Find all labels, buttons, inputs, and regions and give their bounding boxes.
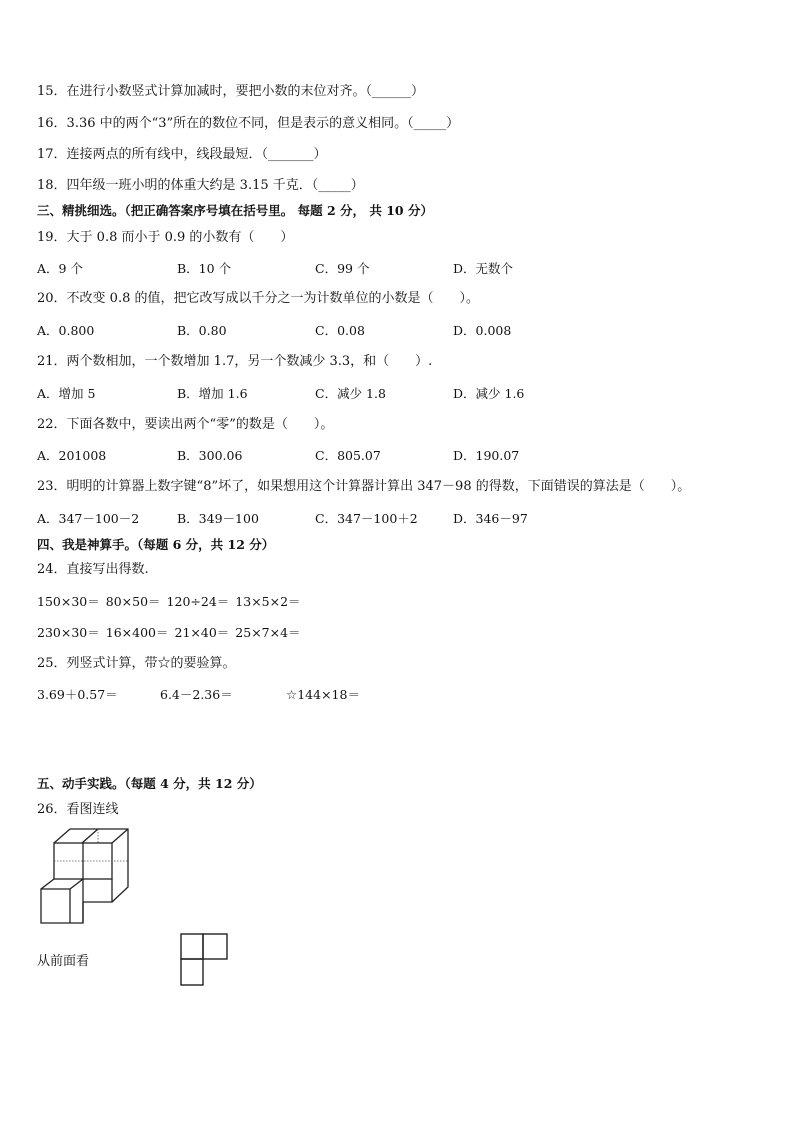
calc-item: 16×400＝ bbox=[105, 625, 169, 640]
option-d: D．346－97 bbox=[453, 511, 528, 526]
option-c: C．减少 1.8 bbox=[315, 386, 386, 401]
option-c: C．347－100＋2 bbox=[315, 511, 418, 526]
option-b: B．增加 1.6 bbox=[177, 386, 248, 401]
q24-row-1 bbox=[37, 594, 307, 610]
vertical-calc-3: ☆144×18＝ bbox=[286, 687, 360, 702]
calc-item: 80×50＝ bbox=[105, 594, 161, 609]
option-d: D．0.008 bbox=[453, 323, 512, 338]
question-21: 21．两个数相加，一个数增加 1.7，另一个数减少 3.3，和（ ）. bbox=[37, 354, 433, 369]
section-5-heading: 五、动手实践。（每题 4 分，共 12 分） bbox=[37, 776, 262, 791]
question-15: 15．在进行小数竖式计算加减时，要把小数的末位对齐。（______） bbox=[37, 84, 425, 99]
question-18: 18．四年级一班小明的体重大约是 3.15 千克．（_____） bbox=[37, 178, 364, 193]
option-a: A．增加 5 bbox=[37, 386, 96, 401]
option-a: A．9 个 bbox=[37, 261, 83, 276]
option-c: C．0.08 bbox=[315, 323, 365, 338]
question-26: 26．看图连线 bbox=[37, 802, 119, 817]
view-label: 从前面看 bbox=[37, 954, 90, 969]
question-22: 22．下面各数中，要读出两个“零”的数是（ ）。 bbox=[37, 417, 334, 432]
section-3-heading: 三、精挑细选。（把正确答案序号填在括号里。 每题 2 分， 共 10 分） bbox=[37, 203, 433, 218]
vertical-calc-1: 3.69＋0.57＝ bbox=[37, 687, 118, 702]
option-c: C．805.07 bbox=[315, 448, 381, 463]
question-23: 23．明明的计算器上数字键“8”坏了，如果想用这个计算器计算出 347－98 的得数，下面错误的算法是（ ）。 bbox=[37, 479, 691, 494]
question-19: 19．大于 0.8 而小于 0.9 的小数有（ ） bbox=[37, 230, 294, 245]
question-20: 20．不改变 0.8 的值，把它改写成以千分之一为计数单位的小数是（ ）。 bbox=[37, 291, 479, 306]
calc-item: 230×30＝ bbox=[37, 625, 100, 640]
section-4-heading: 四、我是神算手。（每题 6 分，共 12 分） bbox=[37, 537, 275, 552]
option-d: D．减少 1.6 bbox=[453, 386, 525, 401]
option-c: C．99 个 bbox=[315, 261, 370, 276]
option-b: B．349－100 bbox=[177, 511, 259, 526]
calc-item: 150×30＝ bbox=[37, 594, 100, 609]
question-25: 25．列竖式计算，带☆的要验算。 bbox=[37, 656, 236, 671]
option-a: A．347－100－2 bbox=[37, 511, 140, 526]
option-a: A．0.800 bbox=[37, 323, 95, 338]
option-d: D．190.07 bbox=[453, 448, 520, 463]
option-b: B．0.80 bbox=[177, 323, 227, 338]
q24-row-2 bbox=[37, 625, 307, 641]
cube-figure bbox=[38, 826, 138, 926]
calc-item: 120÷24＝ bbox=[166, 594, 230, 609]
calc-item: 21×40＝ bbox=[174, 625, 230, 640]
front-view-figure bbox=[179, 932, 231, 988]
question-16: 16．3.36 中的两个“3”所在的数位不同，但是表示的意义相同。（_____） bbox=[37, 116, 460, 131]
vertical-calc-2: 6.4－2.36＝ bbox=[160, 687, 233, 702]
option-b: B．300.06 bbox=[177, 448, 243, 463]
option-b: B．10 个 bbox=[177, 261, 232, 276]
question-17: 17．连接两点的所有线中，线段最短．（_______） bbox=[37, 147, 327, 162]
calc-item: 13×5×2＝ bbox=[235, 594, 301, 609]
question-24: 24．直接写出得数. bbox=[37, 562, 149, 577]
option-d: D．无数个 bbox=[453, 261, 514, 276]
calc-item: 25×7×4＝ bbox=[235, 625, 301, 640]
option-a: A．201008 bbox=[37, 448, 107, 463]
